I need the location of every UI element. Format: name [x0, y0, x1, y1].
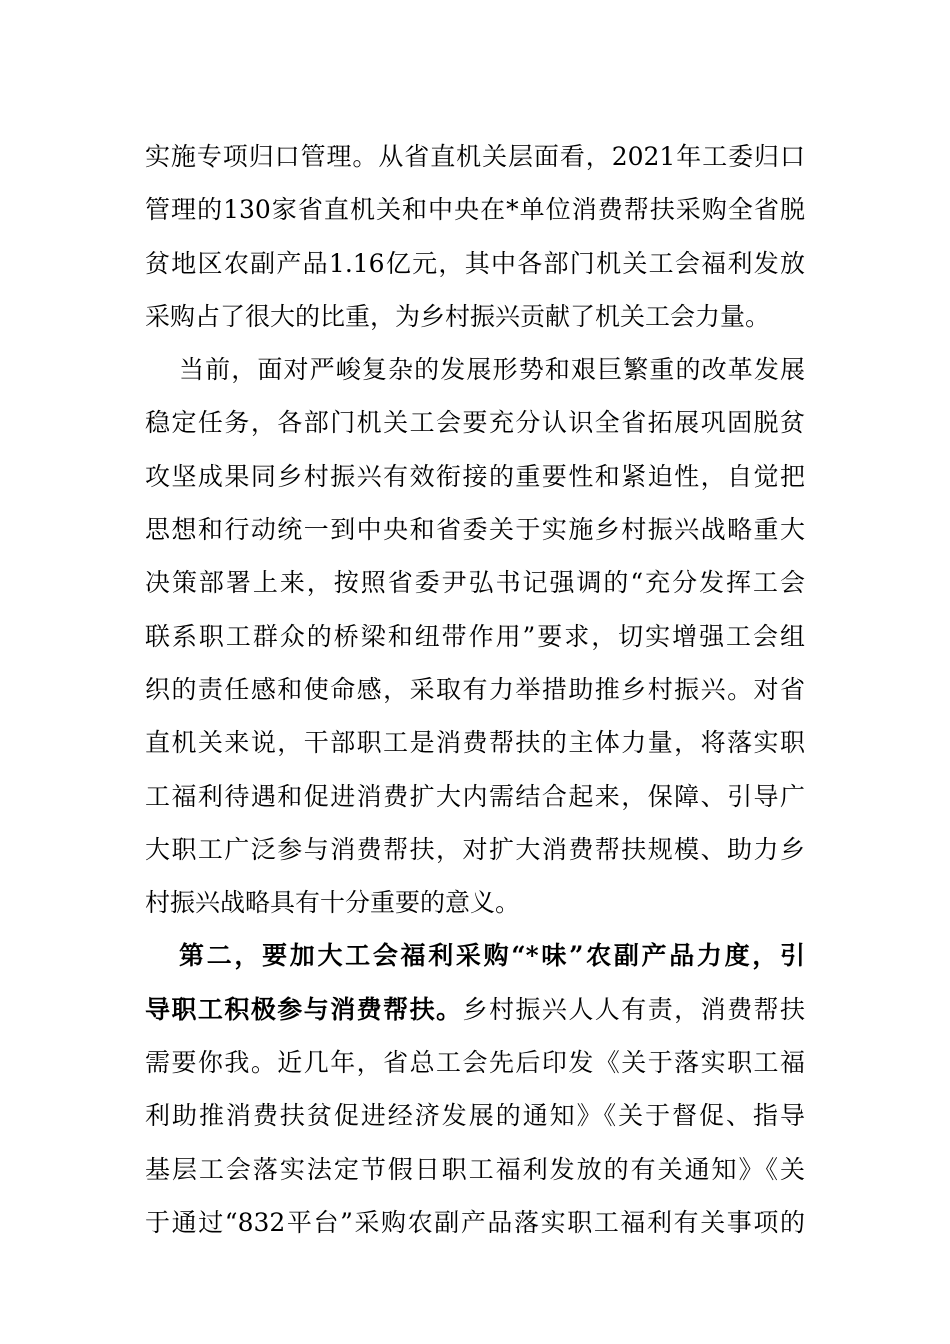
paragraph-1-line-3: 贫地区农副产品1.16亿元，其中各部门机关工会福利发放: [145, 248, 805, 278]
paragraph-3-line-3: 需要你我。近几年，省总工会先后印发《关于落实职工福: [145, 1048, 805, 1078]
paragraph-2-line-3: 攻坚成果同乡村振兴有效衔接的重要性和紧迫性，自觉把: [145, 461, 805, 491]
paragraph-1-line-1: 实施专项归口管理。从省直机关层面看，2021年工委归口: [145, 142, 805, 171]
paragraph-3-line-2-text: 乡村振兴人人有责，消费帮扶: [462, 994, 805, 1024]
paragraph-3-line-4: 利助推消费扶贫促进经济发展的通知》《关于督促、指导: [145, 1101, 805, 1131]
paragraph-2-line-10: 大职工广泛参与消费帮扶，对扩大消费帮扶规模、助力乡: [145, 834, 805, 864]
paragraph-2-line-5: 决策部署上来，按照省委尹弘书记强调的“充分发挥工会: [145, 568, 805, 598]
paragraph-2-line-6: 联系职工群众的桥梁和纽带作用”要求，切实增强工会组: [145, 621, 805, 651]
paragraph-1-line-4: 采购占了很大的比重，为乡村振兴贡献了机关工会力量。: [145, 301, 771, 331]
paragraph-2-line-9: 工福利待遇和促进消费扩大内需结合起来，保障、引导广: [145, 781, 805, 811]
paragraph-2-line-11: 村振兴战略具有十分重要的意义。: [145, 888, 521, 918]
paragraph-2-line-2: 稳定任务，各部门机关工会要充分认识全省拓展巩固脱贫: [145, 408, 805, 438]
body-text: [145, 130, 805, 1249]
section-heading-line-1: 第二，要加大工会福利采购“*味”农副产品力度，引: [179, 941, 805, 971]
paragraph-3-line-5: 基层工会落实法定节假日职工福利发放的有关通知》《关: [145, 1154, 805, 1184]
paragraph-2-line-7: 织的责任感和使命感，采取有力举措助推乡村振兴。对省: [145, 674, 805, 704]
paragraph-2-line-4: 思想和行动统一到中央和省委关于实施乡村振兴战略重大: [145, 515, 805, 545]
section-heading-line-2: 导职工积极参与消费帮扶。: [145, 994, 463, 1024]
paragraph-1-line-2: 管理的130家省直机关和中央在*单位消费帮扶采购全省脱: [145, 195, 805, 225]
paragraph-2-line-8: 直机关来说，干部职工是消费帮扶的主体力量，将落实职: [145, 728, 805, 758]
paragraph-2-line-1: 当前，面对严峻复杂的发展形势和艰巨繁重的改革发展: [179, 355, 805, 385]
paragraph-3-line-6: 于通过“832平台”采购农副产品落实职工福利有关事项的: [145, 1207, 805, 1237]
paragraph-3-line-2: [145, 983, 805, 1036]
